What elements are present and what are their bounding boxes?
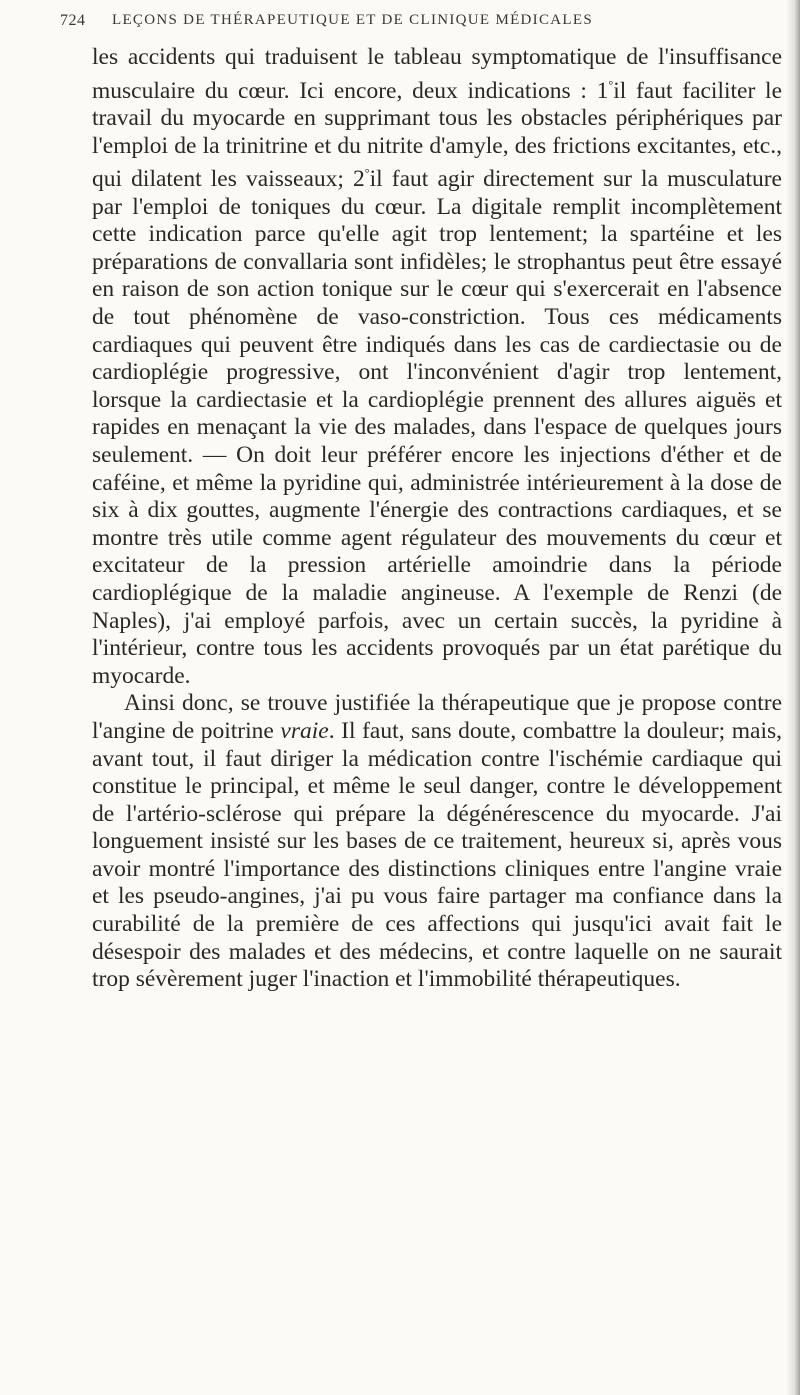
paragraph-1-part-2: il faut faciliter le travail du myocarde en supprimant tous les obstacles périphériques par l'emploi de la trinitrine et du nitrite d'amyle, des frictions excitantes, etc., qui dilatent les vaisseaux; 2: [92, 77, 782, 193]
paragraph-2-part-2: . Il faut, sans doute, combattre la douleur; mais, avant tout, il faut diriger la médication contre l'ischémie cardiaque qui constitue le principal, et même le seul danger, contre le développement de l'artério-sclérose qui prépare la dégénérescence du myocarde. J'ai longuement insisté sur les bases de ce traitement, heureux si, après vous avoir montré l'importance des distinctions cliniques entre l'angine vraie et les pseudo-angines, j'ai pu vous faire partager ma confiance dans la curabilité de la première de ces affections qui jusqu'ici avait fait le désespoir des malades et des médecins, et contre laquelle on ne saurait trop sévèrement juger l'inaction et l'immobilité thérapeutiques.: [92, 717, 782, 993]
ordinal-mark-1: °: [608, 77, 614, 92]
paragraph-1: [92, 44, 782, 690]
paragraph-2-part-1: Ainsi donc, se trouve justifiée la thérapeutique que je propose contre l'angine de poitrine: [92, 690, 782, 744]
ordinal-mark-2: °: [364, 166, 370, 181]
paragraph-1-part-3: il faut agir directement sur la musculature par l'emploi de toniques du cœur. La digitale remplit incomplètement cette indication parce qu'elle agit trop lentement; la spartéine et les préparations de convallaria sont infidèles; le strophantus peut être essayé en raison de son action tonique sur le cœur qui s'exercerait en l'absence de tout phénomène de vaso-constriction. Tous ces médicaments cardiaques qui peuvent être indiqués dans les cas de cardiectasie ou de cardioplégie progressive, ont l'inconvénient d'agir trop lentement, lorsque la cardiectasie et la cardioplégie prennent des allures aiguës et rapides en menaçant la vie des malades, dans l'espace de quelques jours seulement. — On doit leur préférer encore les injections d'éther et de caféine, et même la pyridine qui, administrée intérieurement à la dose de six à dix gouttes, augmente l'énergie des contractions cardiaques, et se montre très utile comme agent régulateur des mouvements du cœur et excitateur de la pression artérielle amoindrie dans la période cardioplégique de la maladie angineuse. A l'exemple de Renzi (de Naples), j'ai employé parfois, avec un certain succès, la pyridine à l'intérieur, contre tous les accidents provoqués par un état parétique du myocarde.: [92, 166, 782, 689]
running-title: LEÇONS DE THÉRAPEUTIQUE ET DE CLINIQUE MÉDICALES: [112, 12, 593, 28]
paragraph-2-italic-word: vraie: [280, 717, 329, 744]
page-edge-shadow: [786, 0, 800, 1395]
running-header: [60, 12, 780, 38]
text-body: [92, 44, 782, 994]
paragraph-1-part-1: les accidents qui traduisent le tableau symptomatique de l'insuffisance musculaire du cœur. Ici encore, deux indications : 1: [92, 44, 782, 104]
page-number: 724: [60, 12, 86, 29]
paragraph-2: [92, 690, 782, 994]
